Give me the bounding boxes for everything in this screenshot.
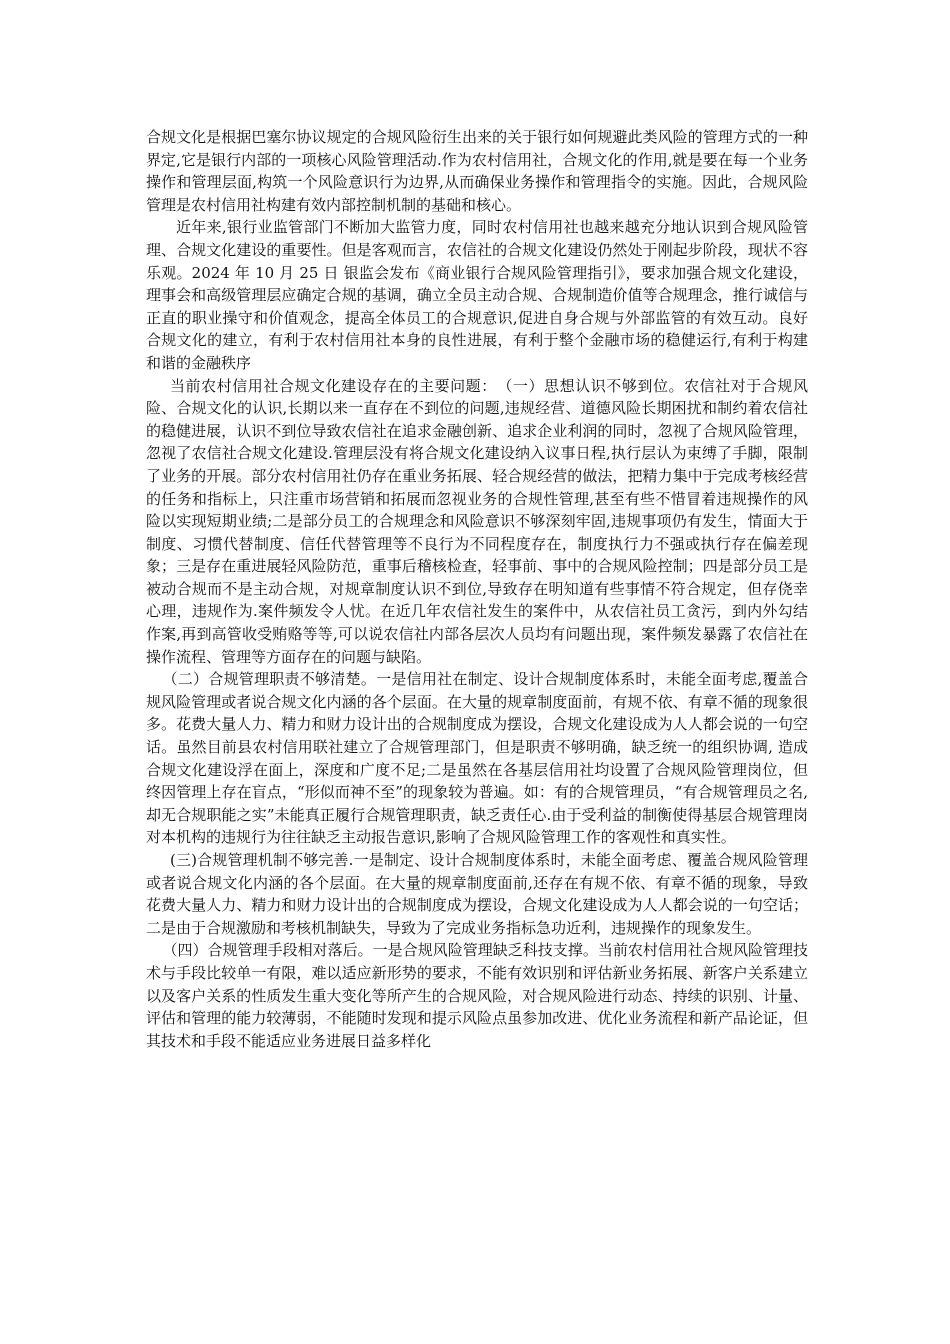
paragraph-main-problems-awareness: 当前农村信用社合规文化建设存在的主要问题： （一）思想认识不够到位。农信社对于合规风险、合规文化的认识,长期以来一直存在不到位的问题,违规经营、道德风险长期困扰和制约着农信社的稳健进展，认识不到位导致农信社在追求金融创新、追求企业利润的同时，忽视了合规风险管理，忽视了农信社合规文化建设.管理层没有将合规文化建设纳入议事日程,执行层认为束缚了手脚，限制了业务的开展。部分农村信用社仍存在重业务拓展、轻合规经营的做法，把精力集中于完成考核经营的任务和指标上，只注重市场营销和拓展而忽视业务的合规性管理,甚至有些不惜冒着违规操作的风险以实现短期业绩;二是部分员工的合规理念和风险意识不够深刻牢固,违规事项仍有发生，情面大于制度、习惯代替制度、信任代替管理等不良行为不同程度存在，制度执行力不强或执行存在偏差现象；三是存在重进展轻风险防范，重事后稽核检查，轻事前、事中的合规风险控制；四是部分员工是被动合规而不是主动合规，对规章制度认识不到位,导致存在明知道有些事情不符合规定，但存侥幸心理，违规作为.案件频发令人忧。在近几年农信社发生的案件中，从农信社员工贪污，到内外勾结作案,再到高管收受贿赂等等,可以说农信社内部各层次人员均有问题出现，案件频发暴露了农信社在操作流程、管理等方面存在的问题与缺陷。 xyxy=(146,376,808,666)
paragraph-means-lagging: （四）合规管理手段相对落后。一是合规风险管理缺乏科技支撑。当前农村信用社合规风险管理技术与手段比较单一有限，难以适应新形势的要求，不能有效识别和评估新业务拓展、新客户关系建立以及客户关系的性质发生重大变化等所产生的合规风险，对合规风险进行动态、持续的识别、计量、评估和管理的能力较薄弱，不能随时发现和提示风险点虽参加改进、优化业务流程和新产品论证，但其技术和手段不能适应业务进展日益多样化 xyxy=(146,941,808,1050)
paragraph-responsibilities-unclear: （二）合规管理职责不够清楚。一是信用社在制定、设计合规制度体系时，未能全面考虑,覆盖合规风险管理或者说合规文化内涵的各个层面。在大量的规章制度面前，有规不依、有章不循的现象很多。花费大量人力、精力和财力设计出的合规制度成为摆设，合规文化建设成为人人都会说的一句空话。虽然目前县农村信用联社建立了合规管理部门，但是职责不够明确，缺乏统一的组织协调, 造成合规文化建设浮在面上，深度和广度不足;二是虽然在各基层信用社均设置了合规风险管理岗位，但终因管理上存在盲点，“形似而神不至”的现象较为普遍。如：有的合规管理员，“有合规管理员之名,却无合规职能之实”未能真正履行合规管理职责，缺乏责任心.由于受利益的制衡使得基层合规管理岗对本机构的违规行为往往缺乏主动报告意识,影响了合规风险管理工作的客观性和真实性。 xyxy=(146,670,808,847)
paragraph-mechanism-imperfect: (三)合规管理机制不够完善.一是制定、设计合规制度体系时，未能全面考虑、覆盖合规风险管理或者说合规文化内涵的各个层面。在大量的规章制度面前,还存在有规不依、有章不循的现象，导致花费大量人力、精力和财力设计出的合规制度成为摆设，合规文化建设成为人人都会说的一句空话；二是由于合规激励和考核机制缺失，导致为了完成业务指标急功近利，违规操作的现象发生。 xyxy=(146,851,808,937)
paragraph-regulatory-background: 近年来,银行业监管部门不断加大监管力度，同时农村信用社也越来越充分地认识到合规风险管理、合规文化建设的重要性。但是客观而言，农信社的合规文化建设仍然处于刚起步阶段，现状不容乐观。2024 年 10 月 25 日 银监会发布《商业银行合规风险管理指引》，要求加强合规文化建设，理事会和高级管理层应确定合规的基调，确立全员主动合规、合规制造价值等合规理念，推行诚信与正直的职业操守和价值观念，提高全体员工的合规意识,促进自身合规与外部监管的有效互动。良好合规文化的建立，有利于农村信用社本身的良性进展，有利于整个金融市场的稳健运行,有利于构建和谐的金融秩序 xyxy=(146,218,808,372)
paragraph-compliance-culture-definition: 合规文化是根据巴塞尔协议规定的合规风险衍生出来的关于银行如何规避此类风险的管理方式的一种界定,它是银行内部的一项核心风险管理活动.作为农村信用社，合规文化的作用,就是要在每一个业务操作和管理层面,构筑一个风险意识行为边界,从而确保业务操作和管理指令的实施。因此，合规风险管理是农村信用社构建有效内部控制机制的基础和核心。 xyxy=(146,128,808,214)
document-body xyxy=(146,126,808,1052)
